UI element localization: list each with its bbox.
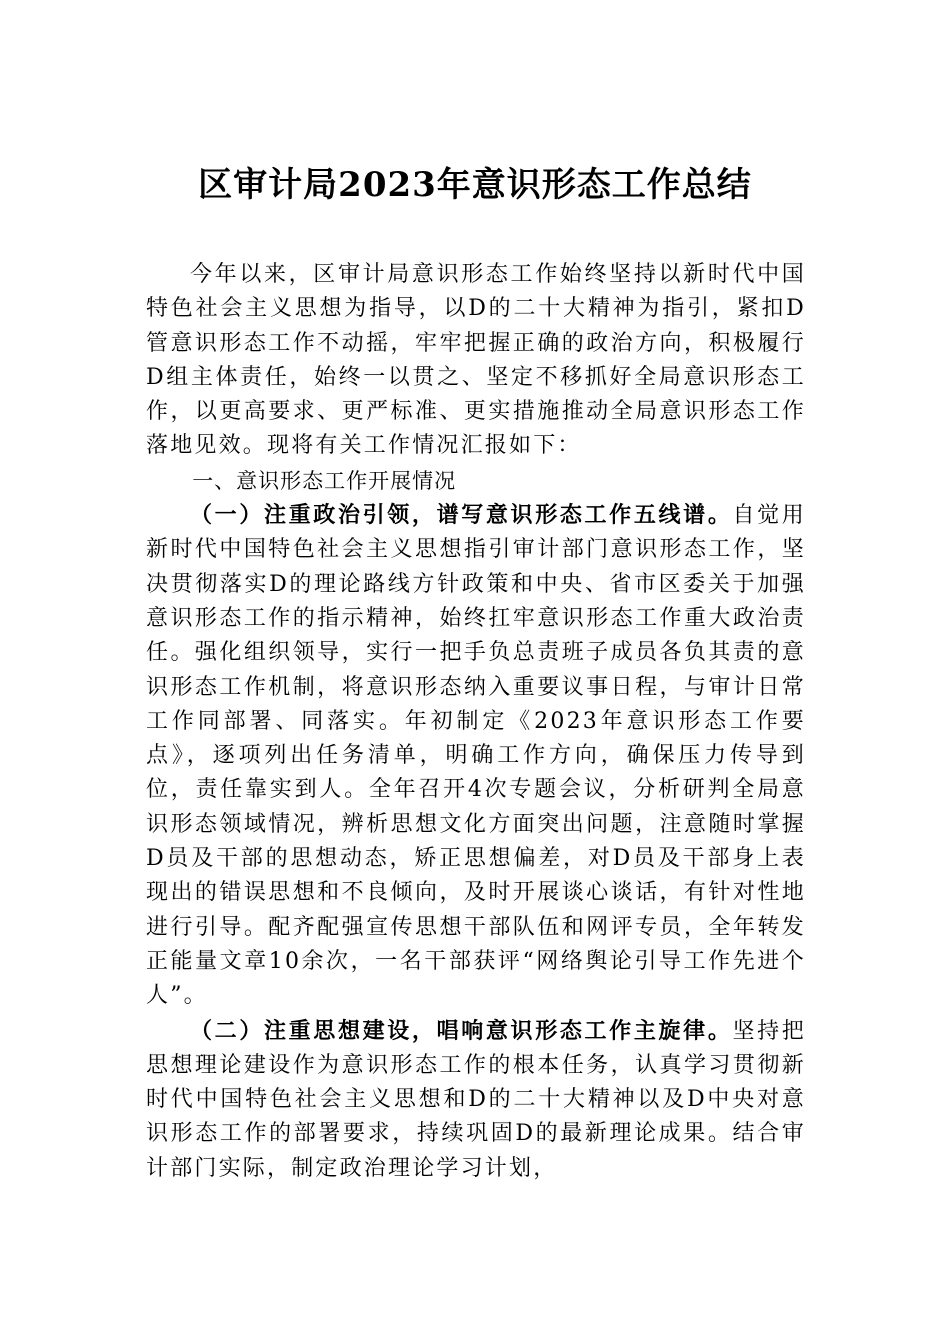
intro-paragraph: 今年以来，区审计局意识形态工作始终坚持以新时代中国特色社会主义思想为指导，以D的二十大精神为指引，紧扣D管意识形态工作不动摇，牢牢把握正确的政治方向，积极履行D组主体责任，始终一以贯之、坚定不移抓好全局意识形态工作，以更高要求、更严标准、更实措施推动全局意识形态工作落地见效。现将有关工作情况汇报如下： [146,262,806,459]
subsection-2-text: 坚持把思想理论建设作为意识形态工作的根本任务，认真学习贯彻新时代中国特色社会主义思想和D的二十大精神以及D中央对意识形态工作的部署要求，持续巩固D的最新理论成果。结合审计部门实际，制定政治理论学习计划， [146,1018,807,1181]
subsection-1-paragraph [146,498,806,1013]
subsection-2-heading: （二）注重思想建设，唱响意识形态工作主旋律。 [190,1017,733,1044]
subsection-1-heading: （一）注重政治引领，谱写意识形态工作五线谱。 [190,502,733,529]
subsection-1-text: 自觉用新时代中国特色社会主义思想指引审计部门意识形态工作，坚决贯彻落实D的理论路线方针政策和中央、省市区委关于加强意识形态工作的指示精神，始终扛牢意识形态工作重大政治责任。强化组织领导，实行一把手负总责班子成员各负其责的意识形态工作机制，将意识形态纳入重要议事日程，与审计日常工作同部署、同落实。年初制定《2023年意识形态工作要点》，逐项列出任务清单，明确工作方向，确保压力传导到位，责任靠实到人。全年召开4次专题会议，分析研判全局意识形态领域情况，辨析思想文化方面突出问题，注意随时掌握D员及干部的思想动态，矫正思想偏差，对D员及干部身上表现出的错误思想和不良倾向，及时开展谈心谈话，有针对性地进行引导。配齐配强宣传思想干部队伍和网评专员，全年转发正能量文章10余次，一名干部获评“网络舆论引导工作先进个人”。 [146,503,807,1009]
section-heading: 一、意识形态工作开展情况 [192,468,457,493]
document-title: 区审计局2023年意识形态工作总结 [198,165,752,205]
document-body [146,258,806,1186]
subsection-2-paragraph [146,1014,806,1186]
